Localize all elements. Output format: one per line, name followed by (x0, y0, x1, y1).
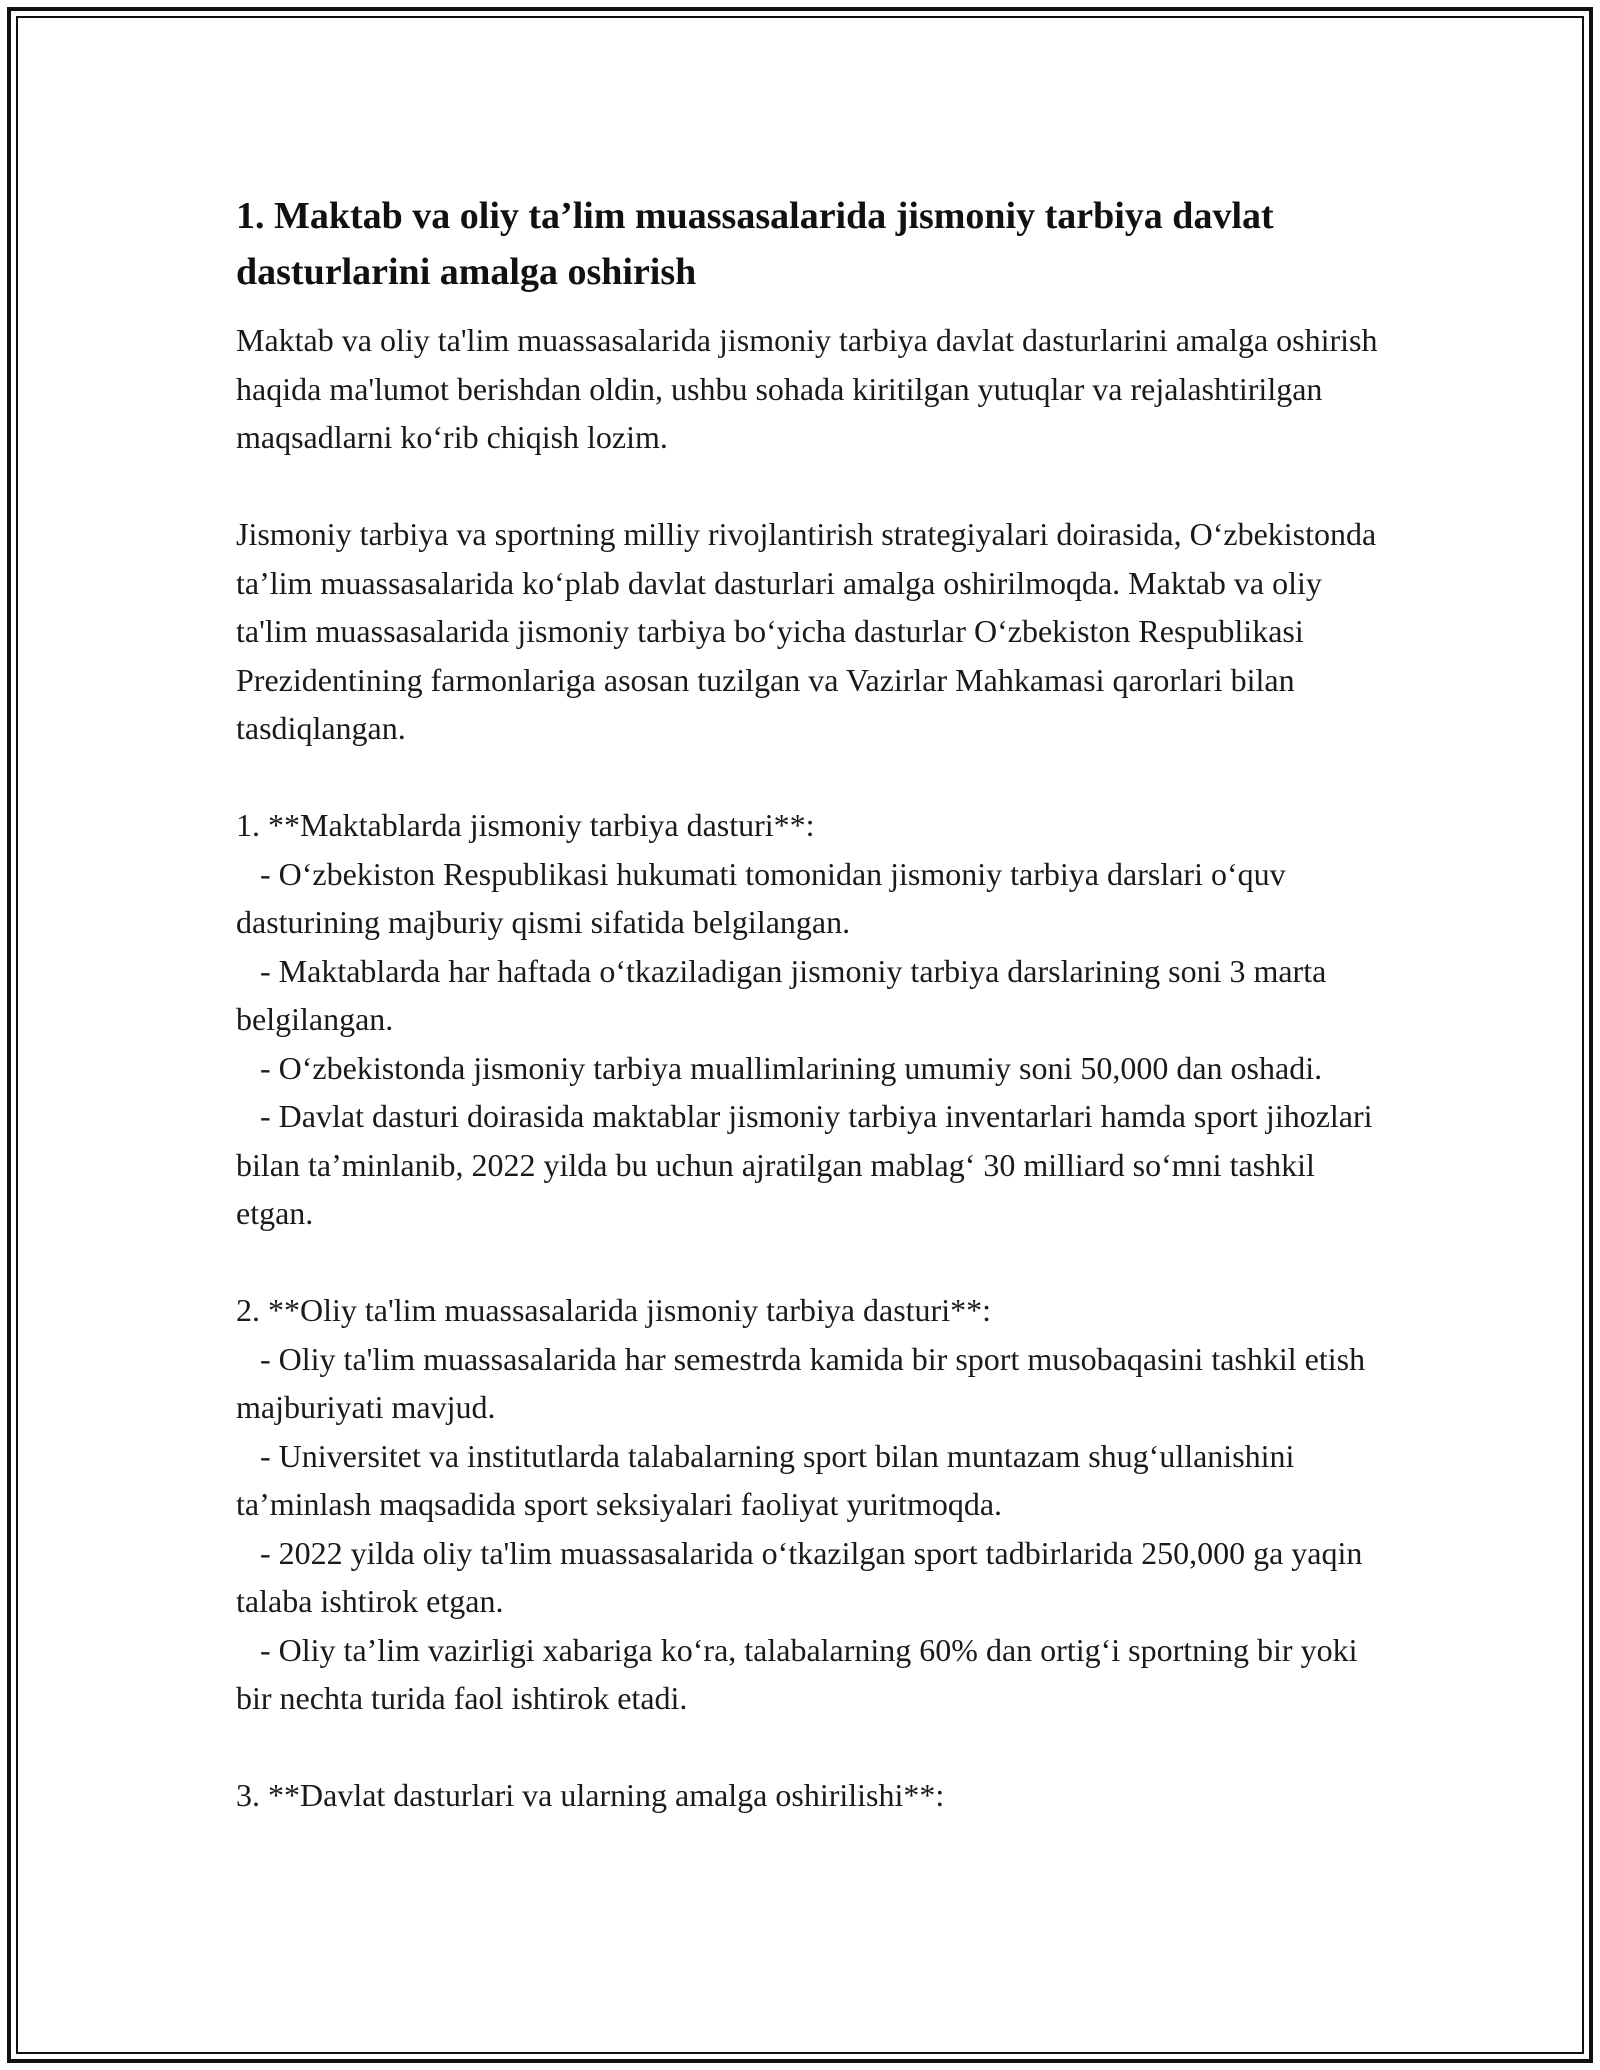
intro-paragraph: Maktab va oliy ta'lim muassasalarida jismoniy tarbiya davlat dasturlarini amalga oshirish haqida ma'lumot berishdan oldin, ushbu sohada kiritilgan yutuqlar va rejalashtirilgan maqsadlarni ko‘rib chiqish lozim. (236, 322, 1386, 455)
section-heading: 3. **Davlat dasturlari va ularning amalga oshirilishi**: (236, 1777, 945, 1813)
list-item: - O‘zbekistonda jismoniy tarbiya muallimlarining umumiy soni 50,000 dan oshadi. (236, 1049, 1323, 1086)
context-paragraph: Jismoniy tarbiya va sportning milliy rivojlantirish strategiyalari doirasida, O‘zbekistonda ta’lim muassasalarida ko‘plab davlat dasturlari amalga oshirilmoqda. Maktab va oliy ta'lim muassasalarida jismoniy tarbiya bo‘yicha dasturlar O‘zbekiston Respublikasi Prezidentining farmonlariga asosan tuzilgan va Vazirlar Mahkamasi qarorlari bilan tasdiqlangan. (236, 516, 1385, 746)
list-item: - Davlat dasturi doirasida maktablar jismoniy tarbiya inventarlari hamda sport jihozlari bilan ta’minlanib, 2022 yilda bu uchun ajratilgan mablag‘ 30 milliard so‘mni tashkil etgan. (236, 1098, 1381, 1231)
list-item: - O‘zbekiston Respublikasi hukumati tomonidan jismoniy tarbiya darslari o‘quv dasturining majburiy qismi sifatida belgilangan. (236, 855, 1294, 940)
section-higher-education (236, 1286, 1386, 1723)
list-item: - Oliy ta'lim muassasalarida har semestrda kamida bir sport musobaqasini tashkil etish majburiyati mavjud. (236, 1340, 1374, 1425)
section-schools (236, 801, 1386, 1238)
document-body (236, 188, 1386, 1868)
section-heading: 2. **Oliy ta'lim muassasalarida jismoniy tarbiya dasturi**: (236, 1292, 991, 1328)
list-item: - 2022 yilda oliy ta'lim muassasalarida o‘tkazilgan sport tadbirlarida 250,000 ga yaqin talaba ishtirok etgan. (236, 1534, 1371, 1619)
list-item: - Universitet va institutlarda talabalarning sport bilan muntazam shug‘ullanishini ta’minlash maqsadida sport seksiyalari faoliyat yuritmoqda. (236, 1437, 1303, 1522)
section-heading: 1. **Maktablarda jismoniy tarbiya dasturi**: (236, 807, 815, 843)
list-item: - Maktablarda har haftada o‘tkaziladigan jismoniy tarbiya darslarining soni 3 marta belgilangan. (236, 952, 1335, 1037)
section-state-programs (236, 1771, 1386, 1820)
document-title: 1. Maktab va oliy ta’lim muassasalarida jismoniy tarbiya davlat dasturlarini amalga oshirish (236, 195, 1274, 293)
list-item: - Oliy ta’lim vazirligi xabariga ko‘ra, talabalarning 60% dan ortig‘i sportning bir yoki bir nechta turida faol ishtirok etadi. (236, 1631, 1366, 1716)
